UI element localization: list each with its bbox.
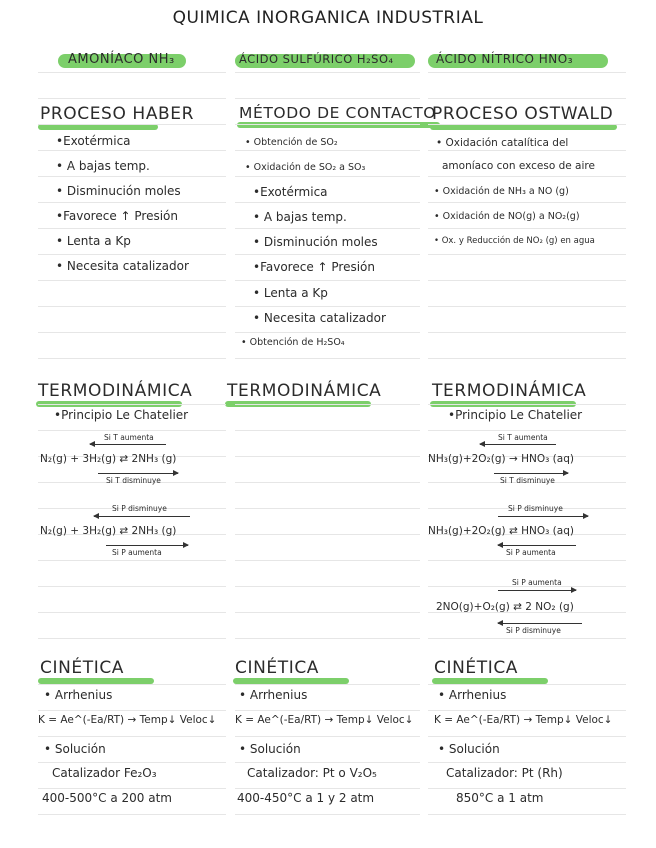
process-heading: PROCESO OSTWALD	[432, 104, 613, 124]
solution-text: • Solución	[438, 742, 500, 756]
arrhenius-formula: K = Ae^(-Ea/RT) → Temp↓ Veloc↓	[235, 714, 414, 726]
thermo-heading: TERMODINÁMICA	[227, 381, 381, 401]
arrow-label: Si P aumenta	[112, 548, 162, 557]
solution-text: • Solución	[239, 742, 301, 756]
reaction-arrow	[498, 545, 576, 546]
kinetics-heading: CINÉTICA	[235, 658, 319, 678]
arrow-label: Si T aumenta	[498, 433, 548, 442]
compound-title: ÁCIDO NÍTRICO HNO₃	[436, 52, 574, 66]
process-item: • A bajas temp.	[253, 210, 347, 224]
process-item: amoníaco con exceso de aire	[442, 160, 595, 172]
column-sulfuric-acid	[227, 0, 437, 848]
process-item: • Lenta a Kp	[253, 286, 328, 300]
arrhenius-text: • Arrhenius	[44, 688, 113, 702]
process-item: • Obtención de SO₂	[245, 137, 338, 148]
process-item: • Obtención de H₂SO₄	[241, 337, 345, 348]
arrow-label: Si P disminuye	[508, 504, 563, 513]
process-item: • Necesita catalizador	[56, 259, 189, 273]
arrow-label: Si P disminuye	[506, 626, 561, 635]
reaction-arrow	[498, 590, 576, 591]
process-item: •Favorece ↑ Presión	[253, 260, 376, 274]
reaction-equation: 2NO(g)+O₂(g) ⇄ 2 NO₂ (g)	[436, 601, 574, 613]
process-item: • Ox. y Reducción de NO₂ (g) en agua	[434, 236, 595, 246]
compound-title: ÁCIDO SULFÚRICO H₂SO₄	[239, 52, 394, 66]
principle-text: •Principio Le Chatelier	[54, 408, 189, 422]
reaction-equation: N₂(g) + 3H₂(g) ⇄ 2NH₃ (g)	[40, 525, 177, 537]
column-nitric-acid	[428, 0, 626, 848]
reaction-arrow	[98, 473, 178, 474]
process-item: •Favorece ↑ Presión	[56, 209, 179, 223]
reaction-arrow	[498, 516, 588, 517]
thermo-heading: TERMODINÁMICA	[38, 381, 192, 401]
arrhenius-formula: K = Ae^(-Ea/RT) → Temp↓ Veloc↓	[38, 714, 217, 726]
page-title: QUIMICA INORGANICA INDUSTRIAL	[172, 8, 484, 28]
process-heading: MÉTODO DE CONTACTO	[239, 104, 436, 122]
process-item: • A bajas temp.	[56, 159, 150, 173]
process-item: • Lenta a Kp	[56, 234, 131, 248]
process-item: •Exotérmica	[253, 185, 328, 199]
conditions-text: 400-450°C a 1 y 2 atm	[237, 791, 375, 805]
process-heading: PROCESO HABER	[40, 104, 194, 124]
reaction-equation: NH₃(g)+2O₂(g) ⇄ HNO₃ (aq)	[428, 525, 574, 537]
conditions-text: 850°C a 1 atm	[456, 791, 544, 805]
arrhenius-text: • Arrhenius	[438, 688, 507, 702]
arrhenius-text: • Arrhenius	[239, 688, 308, 702]
reaction-arrow	[94, 516, 190, 517]
compound-title: AMONÍACO NH₃	[68, 52, 175, 67]
arrow-label: Si P aumenta	[512, 578, 562, 587]
arrow-label: Si T disminuye	[106, 476, 161, 485]
reaction-equation: NH₃(g)+2O₂(g) → HNO₃ (aq)	[428, 453, 574, 465]
kinetics-heading: CINÉTICA	[40, 658, 124, 678]
catalyst-text: Catalizador: Pt (Rh)	[446, 766, 563, 780]
process-item: • Oxidación de NO(g) a NO₂(g)	[434, 211, 580, 222]
process-item: • Necesita catalizador	[253, 311, 386, 325]
thermo-heading: TERMODINÁMICA	[432, 381, 586, 401]
arrow-label: Si P aumenta	[506, 548, 556, 557]
arrhenius-formula: K = Ae^(-Ea/RT) → Temp↓ Veloc↓	[434, 714, 613, 726]
process-item: • Oxidación de SO₂ a SO₃	[245, 162, 366, 173]
catalyst-text: Catalizador Fe₂O₃	[52, 766, 157, 780]
reaction-arrow	[494, 473, 568, 474]
process-item: • Disminución moles	[253, 235, 378, 249]
process-item: • Disminución moles	[56, 184, 181, 198]
process-item: •Exotérmica	[56, 134, 131, 148]
arrow-label: Si T aumenta	[104, 433, 154, 442]
column-ammonia	[38, 0, 226, 848]
kinetics-heading: CINÉTICA	[434, 658, 518, 678]
reaction-equation: N₂(g) + 3H₂(g) ⇄ 2NH₃ (g)	[40, 453, 177, 465]
reaction-arrow	[480, 444, 556, 445]
conditions-text: 400-500°C a 200 atm	[42, 791, 172, 805]
principle-text: •Principio Le Chatelier	[448, 408, 583, 422]
arrow-label: Si T disminuye	[500, 476, 555, 485]
reaction-arrow	[498, 623, 582, 624]
reaction-arrow	[106, 545, 188, 546]
process-item: • Oxidación de NH₃ a NO (g)	[434, 186, 569, 197]
solution-text: • Solución	[44, 742, 106, 756]
arrow-label: Si P disminuye	[112, 504, 167, 513]
catalyst-text: Catalizador: Pt o V₂O₅	[247, 766, 377, 780]
process-item: • Oxidación catalítica del	[436, 137, 569, 149]
reaction-arrow	[90, 444, 166, 445]
